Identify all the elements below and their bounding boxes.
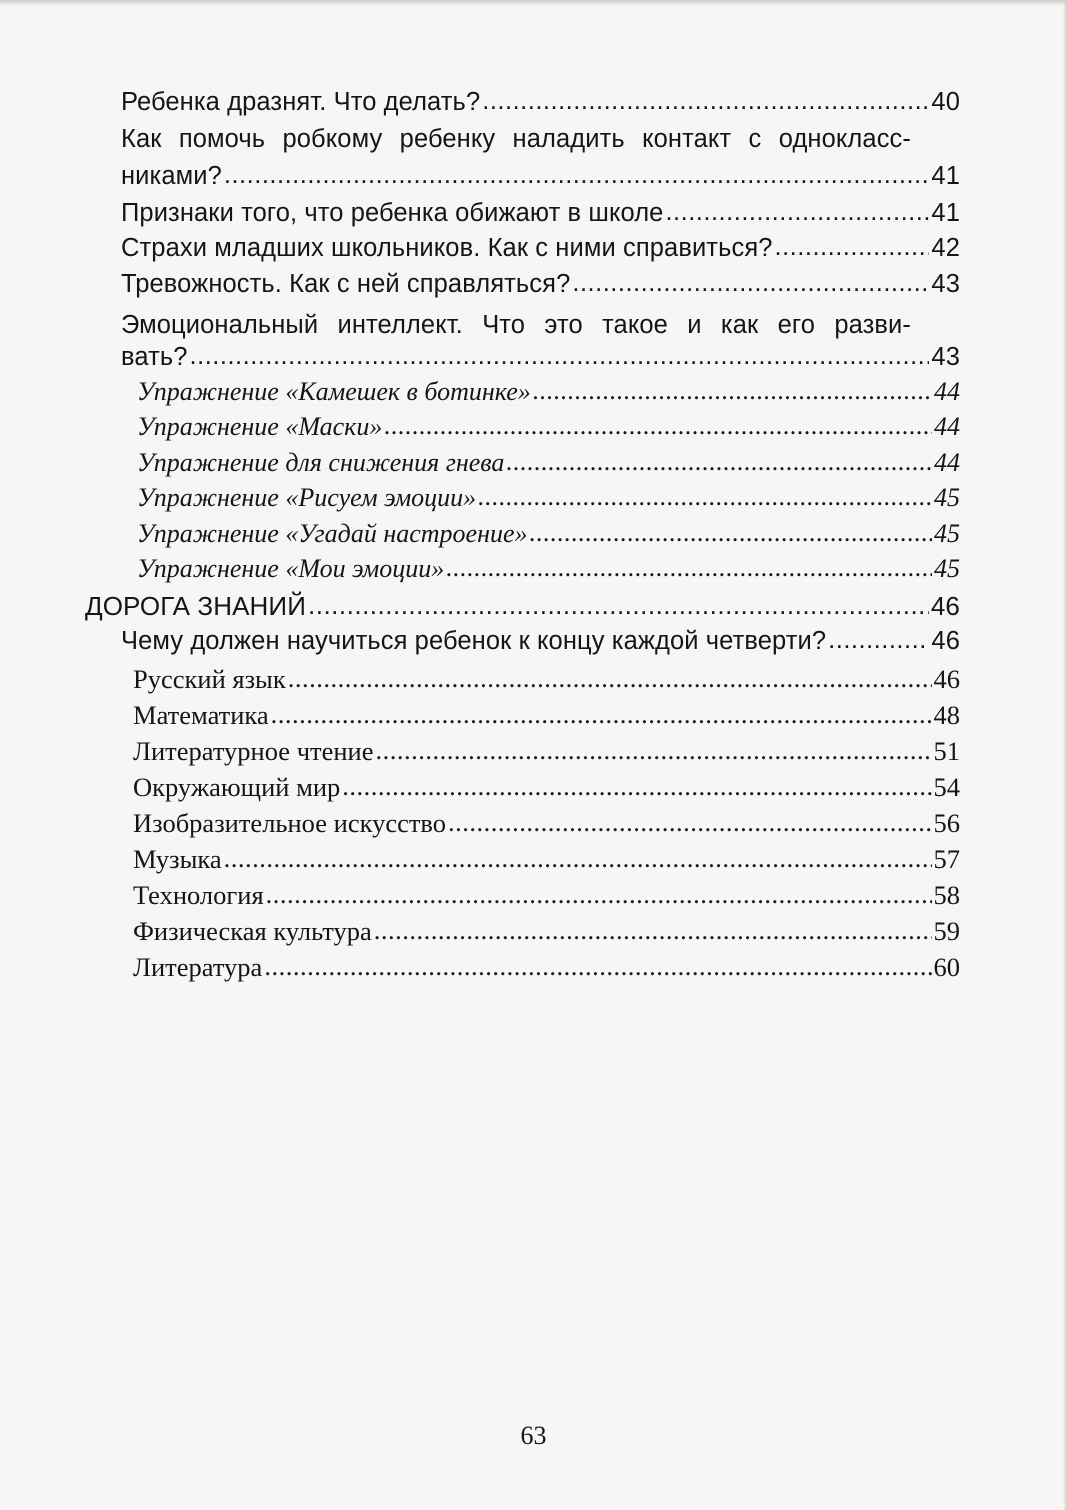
toc-entry-title: Как помочь робкому ребенку наладить контакт с однокласс-: [121, 125, 911, 153]
toc-entry-title: Литературное чтение: [133, 736, 374, 766]
toc-entry-page: 57: [933, 844, 960, 874]
toc-entry: [137, 410, 960, 444]
toc-entry: [133, 770, 960, 804]
toc-entry-page: 59: [933, 916, 960, 946]
toc-leader-dots: [448, 805, 931, 839]
toc-leader-dots: [478, 480, 932, 514]
toc-entry: [121, 624, 960, 658]
toc-entry: [121, 196, 960, 230]
toc-leader-dots: [572, 266, 929, 300]
toc-entry-page: 46: [933, 664, 960, 694]
toc-leader-dots: [506, 445, 932, 479]
toc-entry-title-cont: вать?: [121, 343, 188, 371]
toc-entry: [133, 878, 960, 912]
toc-entry: [137, 517, 960, 551]
toc-leader-dots: [446, 551, 932, 585]
toc-entry-title: Музыка: [133, 844, 222, 874]
toc-entry: [133, 842, 960, 876]
toc-leader-dots: [374, 913, 932, 947]
toc-entry-title: Упражнение «Угадай настроение»: [137, 519, 528, 548]
toc-entry-page: 41: [931, 199, 960, 227]
toc-entry-page: 48: [933, 700, 960, 730]
toc-leader-dots: [530, 516, 932, 550]
toc-entry-page: 58: [933, 880, 960, 910]
toc-entry-title: Русский язык: [133, 664, 286, 694]
toc-entry-page: 54: [933, 772, 960, 802]
toc-entry-page: 44: [934, 412, 960, 441]
toc-leader-dots: [775, 230, 930, 264]
toc-leader-dots: [224, 841, 932, 875]
toc-entry-page: 43: [931, 343, 960, 371]
toc-entry-title: ДОРОГА ЗНАНИЙ: [85, 591, 307, 621]
toc-leader-dots: [828, 623, 929, 657]
toc-entry-page: 45: [934, 519, 960, 548]
toc-leader-dots: [224, 158, 930, 192]
toc-entry: [137, 375, 960, 409]
toc-entry-page: 60: [933, 952, 960, 982]
toc-entry-title: Изобразительное искусство: [133, 808, 447, 838]
toc-entry-title: Математика: [133, 700, 269, 730]
toc-entry-title: Эмоциональный интеллект. Что это такое и как его разви-: [121, 311, 911, 339]
toc-leader-dots: [665, 195, 929, 229]
toc-entry-title-cont: никами?: [121, 162, 222, 190]
toc-entry-line2: [121, 159, 960, 193]
toc-entry: [133, 734, 960, 768]
toc-entry-line1: [121, 122, 911, 156]
toc-entry-page: 44: [934, 377, 960, 406]
toc-entry-title: Технология: [133, 880, 264, 910]
toc-leader-dots: [482, 84, 929, 118]
toc-entry-title: Окружающий мир: [133, 772, 341, 802]
toc-entry: [133, 950, 960, 984]
toc-entry: [133, 806, 960, 840]
toc-entry: [133, 698, 960, 732]
toc-entry-title: Упражнение «Камешек в ботинке»: [137, 377, 531, 406]
toc-entry-title: Ребенка дразнят. Что делать?: [121, 88, 481, 116]
toc-leader-dots: [271, 697, 932, 731]
toc-entry-line2: [121, 340, 960, 374]
toc-entry-page: 45: [934, 554, 960, 583]
toc-leader-dots: [384, 409, 932, 443]
toc-entry: [121, 85, 960, 119]
toc-leader-dots: [376, 733, 932, 767]
toc-entry-page: 40: [931, 88, 960, 116]
toc-leader-dots: [288, 661, 932, 695]
toc-entry-page: 43: [931, 270, 960, 298]
toc-entry-title: Признаки того, что ребенка обижают в школе: [121, 199, 664, 227]
toc-leader-dots: [342, 769, 931, 803]
toc-entry-title: Литература: [133, 952, 263, 982]
toc-entry-page: 45: [934, 483, 960, 512]
toc-leader-dots: [264, 949, 931, 983]
page-number: 63: [520, 1421, 547, 1450]
toc-entry: [121, 267, 960, 301]
toc-entry-title: Страхи младших школьников. Как с ними справиться?: [121, 234, 773, 262]
toc-entry-page: 46: [930, 591, 960, 621]
toc-entry-title: Физическая культура: [133, 916, 372, 946]
toc-entry: [133, 914, 960, 948]
page-edge-shadow-right: [1063, 0, 1067, 1510]
toc-entry-page: 51: [933, 736, 960, 766]
toc-entry-title: Упражнение «Маски»: [137, 412, 383, 441]
toc-entry-title: Чему должен научиться ребенок к концу каждой четверти?: [121, 627, 827, 655]
toc-entry: [137, 552, 960, 586]
toc-entry: [121, 231, 960, 265]
toc-entry: [137, 481, 960, 515]
toc-leader-dots: [190, 339, 930, 373]
toc-entry-title: Упражнение «Мои эмоции»: [137, 554, 445, 583]
toc-entry-line1: [121, 308, 911, 342]
toc-entry-page: 42: [931, 234, 960, 262]
toc-leader-dots: [533, 374, 932, 408]
toc-entry-page: 44: [934, 448, 960, 477]
toc-entry-title: Упражнение «Рисуем эмоции»: [137, 483, 477, 512]
toc-leader-dots: [308, 588, 929, 622]
toc-entry-page: 56: [933, 808, 960, 838]
toc-entry-title: Упражнение для снижения гнева: [137, 448, 505, 477]
toc-entry-title: Тревожность. Как с ней справляться?: [121, 270, 571, 298]
toc-entry: [137, 446, 960, 480]
toc-section-heading: [85, 589, 960, 623]
page-edge-shadow-top: [0, 0, 1067, 6]
toc-entry: [133, 662, 960, 696]
toc-leader-dots: [266, 877, 932, 911]
toc-entry-page: 46: [931, 627, 960, 655]
toc-entry-page: 41: [931, 162, 960, 190]
